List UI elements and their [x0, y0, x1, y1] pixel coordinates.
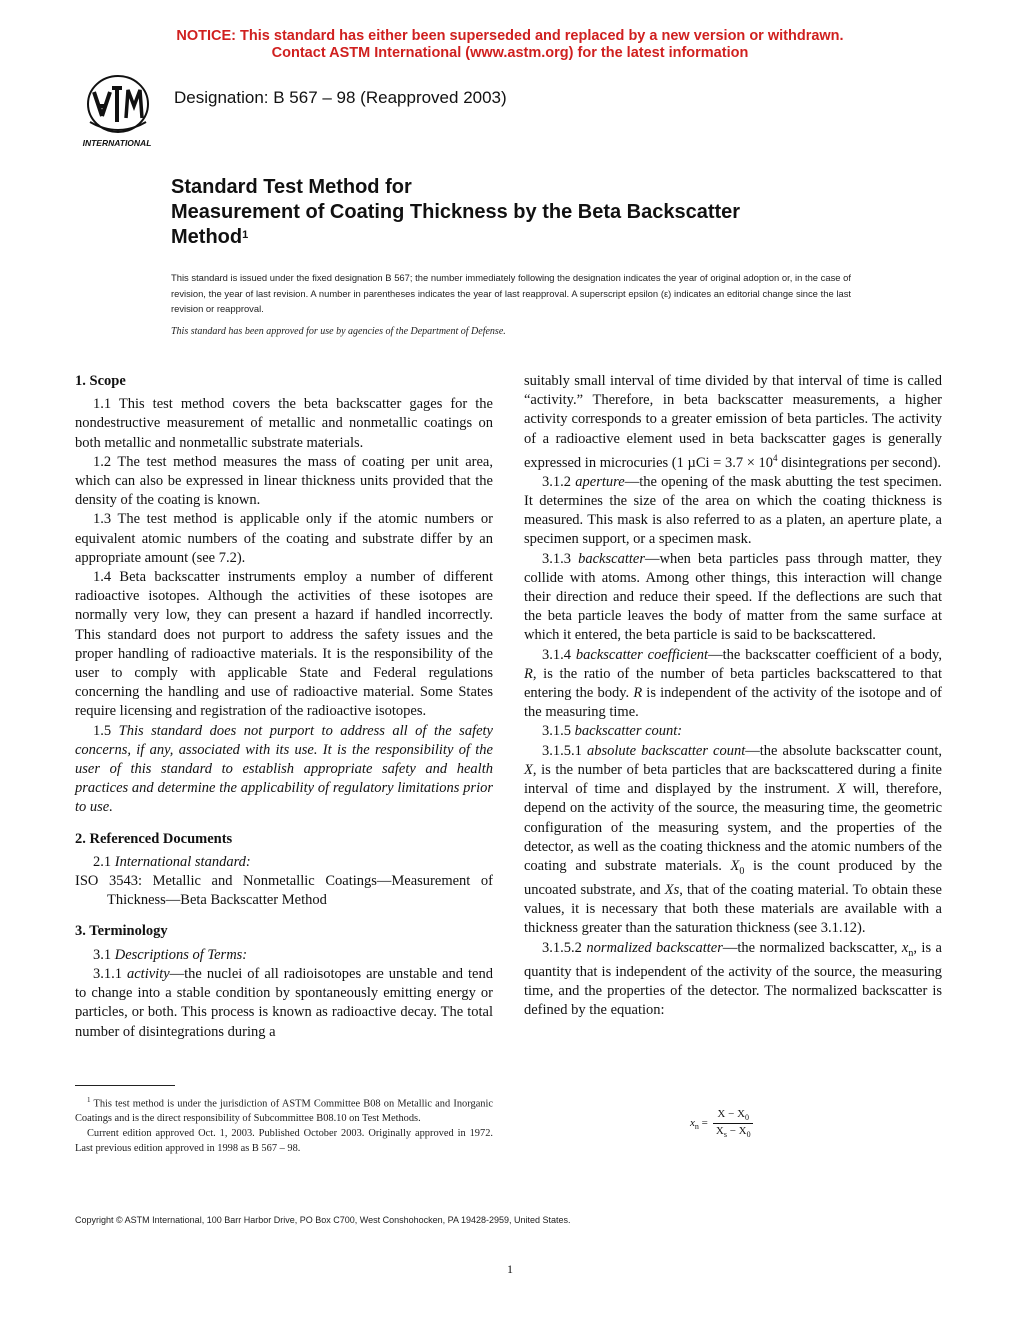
term-absolute-backscatter-count: absolute backscatter count [586, 742, 746, 759]
activity-continuation [524, 372, 942, 473]
symbol-x0: X [730, 857, 740, 874]
page-number: 1 [507, 1262, 513, 1276]
equation-denominator [712, 1124, 755, 1139]
paragraph-3-1-1-number: 3.1.1 [93, 965, 127, 982]
paragraph-3-1-5-2 [524, 939, 942, 1021]
paragraph-3-1-text: Descriptions of Terms: [114, 946, 248, 963]
term-normalized-backscatter: normalized backscatter [586, 939, 723, 956]
paragraph-3-1-3-number: 3.1.3 [542, 550, 579, 567]
paragraph-3-1-4-text-b: , is the ratio of the number of beta particles backscattered to that entering the body. [524, 665, 942, 702]
paragraph-3-1-number: 3.1 [93, 946, 115, 963]
term-aperture: aperture [575, 473, 625, 490]
paragraph-3-1-5-2-text-b: , is a quantity that is independent of the activity of the source, the measuring time, and the properties of the detector. The normalized backscatter is defined by the equation: [524, 939, 942, 1019]
normalized-backscatter-equation [690, 1108, 755, 1139]
section-1-heading: 1. Scope [75, 373, 126, 389]
issuance-statement: This standard is issued under the fixed designation B 567; the number immediately following the designation indicates the year of original adoption or, in the case of revision, the year of last revision. A number in parentheses indicates the year of last reapproval. A superscript epsilon (ε) indicates an editorial change since the last revision or reapproval. [171, 272, 851, 314]
notice-line-2: Contact ASTM International (www.astm.org) for the latest information [271, 45, 749, 61]
symbol-r: R [633, 685, 643, 702]
paragraph-2-1-text: International standard: [114, 853, 251, 870]
paragraph-1-5-text: This standard does not purport to address all of the safety concerns, if any, associated with its use. It is the responsibility of the user of this standard to establish appropriate safety and health practices and determine the applicability of regulatory limitations prior to use. [75, 722, 493, 816]
activity-continuation-text: suitably small interval of time divided by that interval of time is called “activity.” Therefore, in beta backscatter measurements, a higher activity corresponds to a greater emission of beta particles. The activity of a radioactive element used in beta backscatter gages is generally expressed in microcuries (1 µCi = 3.7 × 10 [524, 373, 942, 471]
equation-numerator [713, 1108, 753, 1124]
paragraph-1-1: 1.1 This test method covers the beta backscatter gages for the nondestructive measurement of metallic and nonmetallic coatings on both metallic and nonmetallic substrate materials. [75, 396, 493, 451]
copyright-line: Copyright © ASTM International, 100 Barr Harbor Drive, PO Box C700, West Conshohocken, PA 19428-2959, United States. [75, 1215, 571, 1225]
paragraph-1-3: 1.3 The test method is applicable only if the atomic numbers or equivalent atomic numbers of the coating and substrate differ by an appropriate amount (see 7.2). [75, 511, 493, 566]
title-line-3 [171, 225, 891, 250]
defense-approval-statement: This standard has been approved for use by agencies of the Department of Defense. [171, 326, 506, 337]
symbol-xn: x [901, 939, 909, 956]
equation-lhs-subscript: n [694, 1121, 699, 1131]
subscript-n: n [908, 947, 914, 959]
term-activity: activity [126, 965, 170, 982]
paragraph-3-1-5-2-number: 3.1.5.2 [542, 939, 587, 956]
paragraph-2-1 [75, 853, 493, 872]
paragraph-1-2: 1.2 The test method measures the mass of coating per unit area, which can also be expressed in linear thickness units provided that the density of the coating is known. [75, 453, 493, 509]
numerator-text: X − X [717, 1108, 746, 1120]
iso-3543-reference: ISO 3543: Metallic and Nonmetallic Coatings—Measurement of Thickness—Beta Backscatter Method [75, 873, 493, 909]
subscript-0: 0 [739, 865, 745, 877]
paragraph-3-1-5-1-text-a: —the absolute backscatter count, [745, 742, 943, 759]
notice-line-1: NOTICE: This standard has either been superseded and replaced by a new version or withdrawn. [176, 28, 844, 44]
paragraph-3-1-4-text-c: is independent of the activity of the isotope and of the measuring time. [524, 685, 943, 721]
numerator-subscript: 0 [745, 1113, 750, 1123]
designation: Designation: B 567 – 98 (Reapproved 2003) [174, 88, 507, 107]
equation-fraction [712, 1108, 755, 1139]
paragraph-3-1-4-text-a: —the backscatter coefficient of a body, [708, 646, 942, 663]
title-line-1: Standard Test Method for [171, 176, 412, 198]
section-2-heading: 2. Referenced Documents [75, 830, 233, 847]
paragraph-3-1-2-number: 3.1.2 [542, 473, 576, 490]
paragraph-1-5 [75, 722, 493, 818]
equation-lhs [690, 1117, 708, 1131]
symbol-r: R [524, 665, 533, 682]
footnote-1-mark: 1 [87, 1096, 91, 1104]
denominator-xs: X [715, 1125, 724, 1138]
exponent: 4 [773, 452, 778, 463]
denominator-s-subscript: s [723, 1130, 727, 1140]
title-footnote-mark: 1 [242, 229, 249, 241]
term-backscatter-count: backscatter count: [574, 723, 683, 740]
paragraph-3-1-3-text: —when beta particles pass through matter, they collide with atoms. Among other things, this interaction will change their direction and reduce their speed. If the deflections are such that the beta particle leaves the body of matter from the same surface at which it entered, the beta particle is said to be backscattered. [524, 550, 943, 644]
footnote-edition: Current edition approved Oct. 1, 2003. Published October 2003. Originally approved in 1972. Last previous edition approved in 1998 as B 567 – 98. [75, 1128, 493, 1155]
paragraph-3-1-5-1-text-e: , that of the coating material. To obtain these values, it is necessary that both these materials are available with a thickness greater than the saturation thickness (see 3.1.12). [524, 882, 942, 937]
paragraph-3-1-1-text: —the nuclei of all radioisotopes are unstable and tend to change into a stable condition by spontaneously emitting energy or particles, or both. This process is known as radioactive decay. The total number of disintegrations during a [75, 965, 493, 1040]
paragraph-3-1-5 [524, 722, 942, 741]
paragraph-3-1-4 [524, 646, 942, 723]
right-column [524, 372, 942, 1020]
activity-continuation-end: disintegrations per second). [777, 454, 942, 471]
paragraph-3-1-5-1 [524, 742, 942, 939]
supersession-notice [0, 28, 1020, 62]
symbol-xs: Xs [664, 882, 680, 898]
logo-wordmark: INTERNATIONAL [82, 138, 152, 148]
term-backscatter: backscatter [578, 550, 645, 567]
paragraph-2-1-number: 2.1 [93, 853, 115, 870]
section-3-heading: 3. Terminology [75, 923, 168, 940]
denominator-0-subscript: 0 [746, 1130, 751, 1140]
paragraph-3-1-3 [524, 550, 942, 646]
paragraph-3-1-5-2-text-a: —the normalized backscatter, [722, 939, 902, 956]
left-column [75, 372, 493, 1042]
paragraph-3-1-2 [524, 473, 942, 550]
footnote-1-text: This test method is under the jurisdiction of ASTM Committee B08 on Metallic and Inorganic Coatings and is the direct responsibility of Subcommittee B08.10 on Test Methods. [75, 1098, 493, 1125]
symbol-x: X [524, 761, 533, 778]
document-title [171, 175, 891, 250]
paragraph-3-1-5-1-text-b: , is the number of beta particles that are backscattered during a finite interval of time and displayed by the instrument. [524, 761, 942, 798]
equals-sign: = [698, 1116, 708, 1129]
denominator-x0: − X [726, 1125, 747, 1138]
symbol-x: X [836, 781, 846, 798]
paragraph-3-1-4-number: 3.1.4 [542, 646, 576, 663]
paragraph-1-5-number: 1.5 [93, 722, 119, 739]
paragraph-1-4: 1.4 Beta backscatter instruments employ a number of different radioactive isotopes. Although the activities of these isotopes are normally very low, they can present a hazard if handled incorrectly. This standard does not purport to address the safety issues and the proper handling of radioactive materials. It is the responsibility of the user to comply with applicable State and Federal regulations concerning the handling and use of radioactive material. Some States require licensing and registration of the radioactive isotopes. [75, 569, 493, 720]
term-backscatter-coefficient: backscatter coefficient [575, 646, 709, 663]
paragraph-3-1-5-1-text-d: is the count produced by the uncoated substrate, and [524, 857, 943, 898]
paragraph-3-1 [75, 946, 493, 965]
title-line-3-text: Method [171, 226, 243, 248]
paragraph-3-1-5-1-number: 3.1.5.1 [542, 742, 587, 759]
title-line-2: Measurement of Coating Thickness by the Beta Backscatter [171, 201, 741, 223]
equation-lhs-symbol: x [690, 1116, 695, 1129]
paragraph-3-1-5-number: 3.1.5 [542, 723, 575, 740]
footnote-divider [75, 1085, 175, 1086]
paragraph-3-1-5-1-text-c: will, therefore, depend on the activity of the source, the measuring time, the geometric configuration of the measuring system, and the properties of the detector, as well as the coating thickness and the atomic numbers of the coating and substrate materials. [524, 781, 942, 874]
paragraph-3-1-2-text: —the opening of the mask abutting the test specimen. It determines the size of the area on which the coating thickness is measured. This mask is also referred to as a platen, an aperture plate, a specimen support, or a specimen mask. [524, 473, 942, 548]
footnotes [75, 1093, 493, 1156]
footnote-1 [75, 1093, 493, 1126]
astm-logo [72, 72, 162, 150]
paragraph-3-1-1 [75, 965, 493, 1042]
